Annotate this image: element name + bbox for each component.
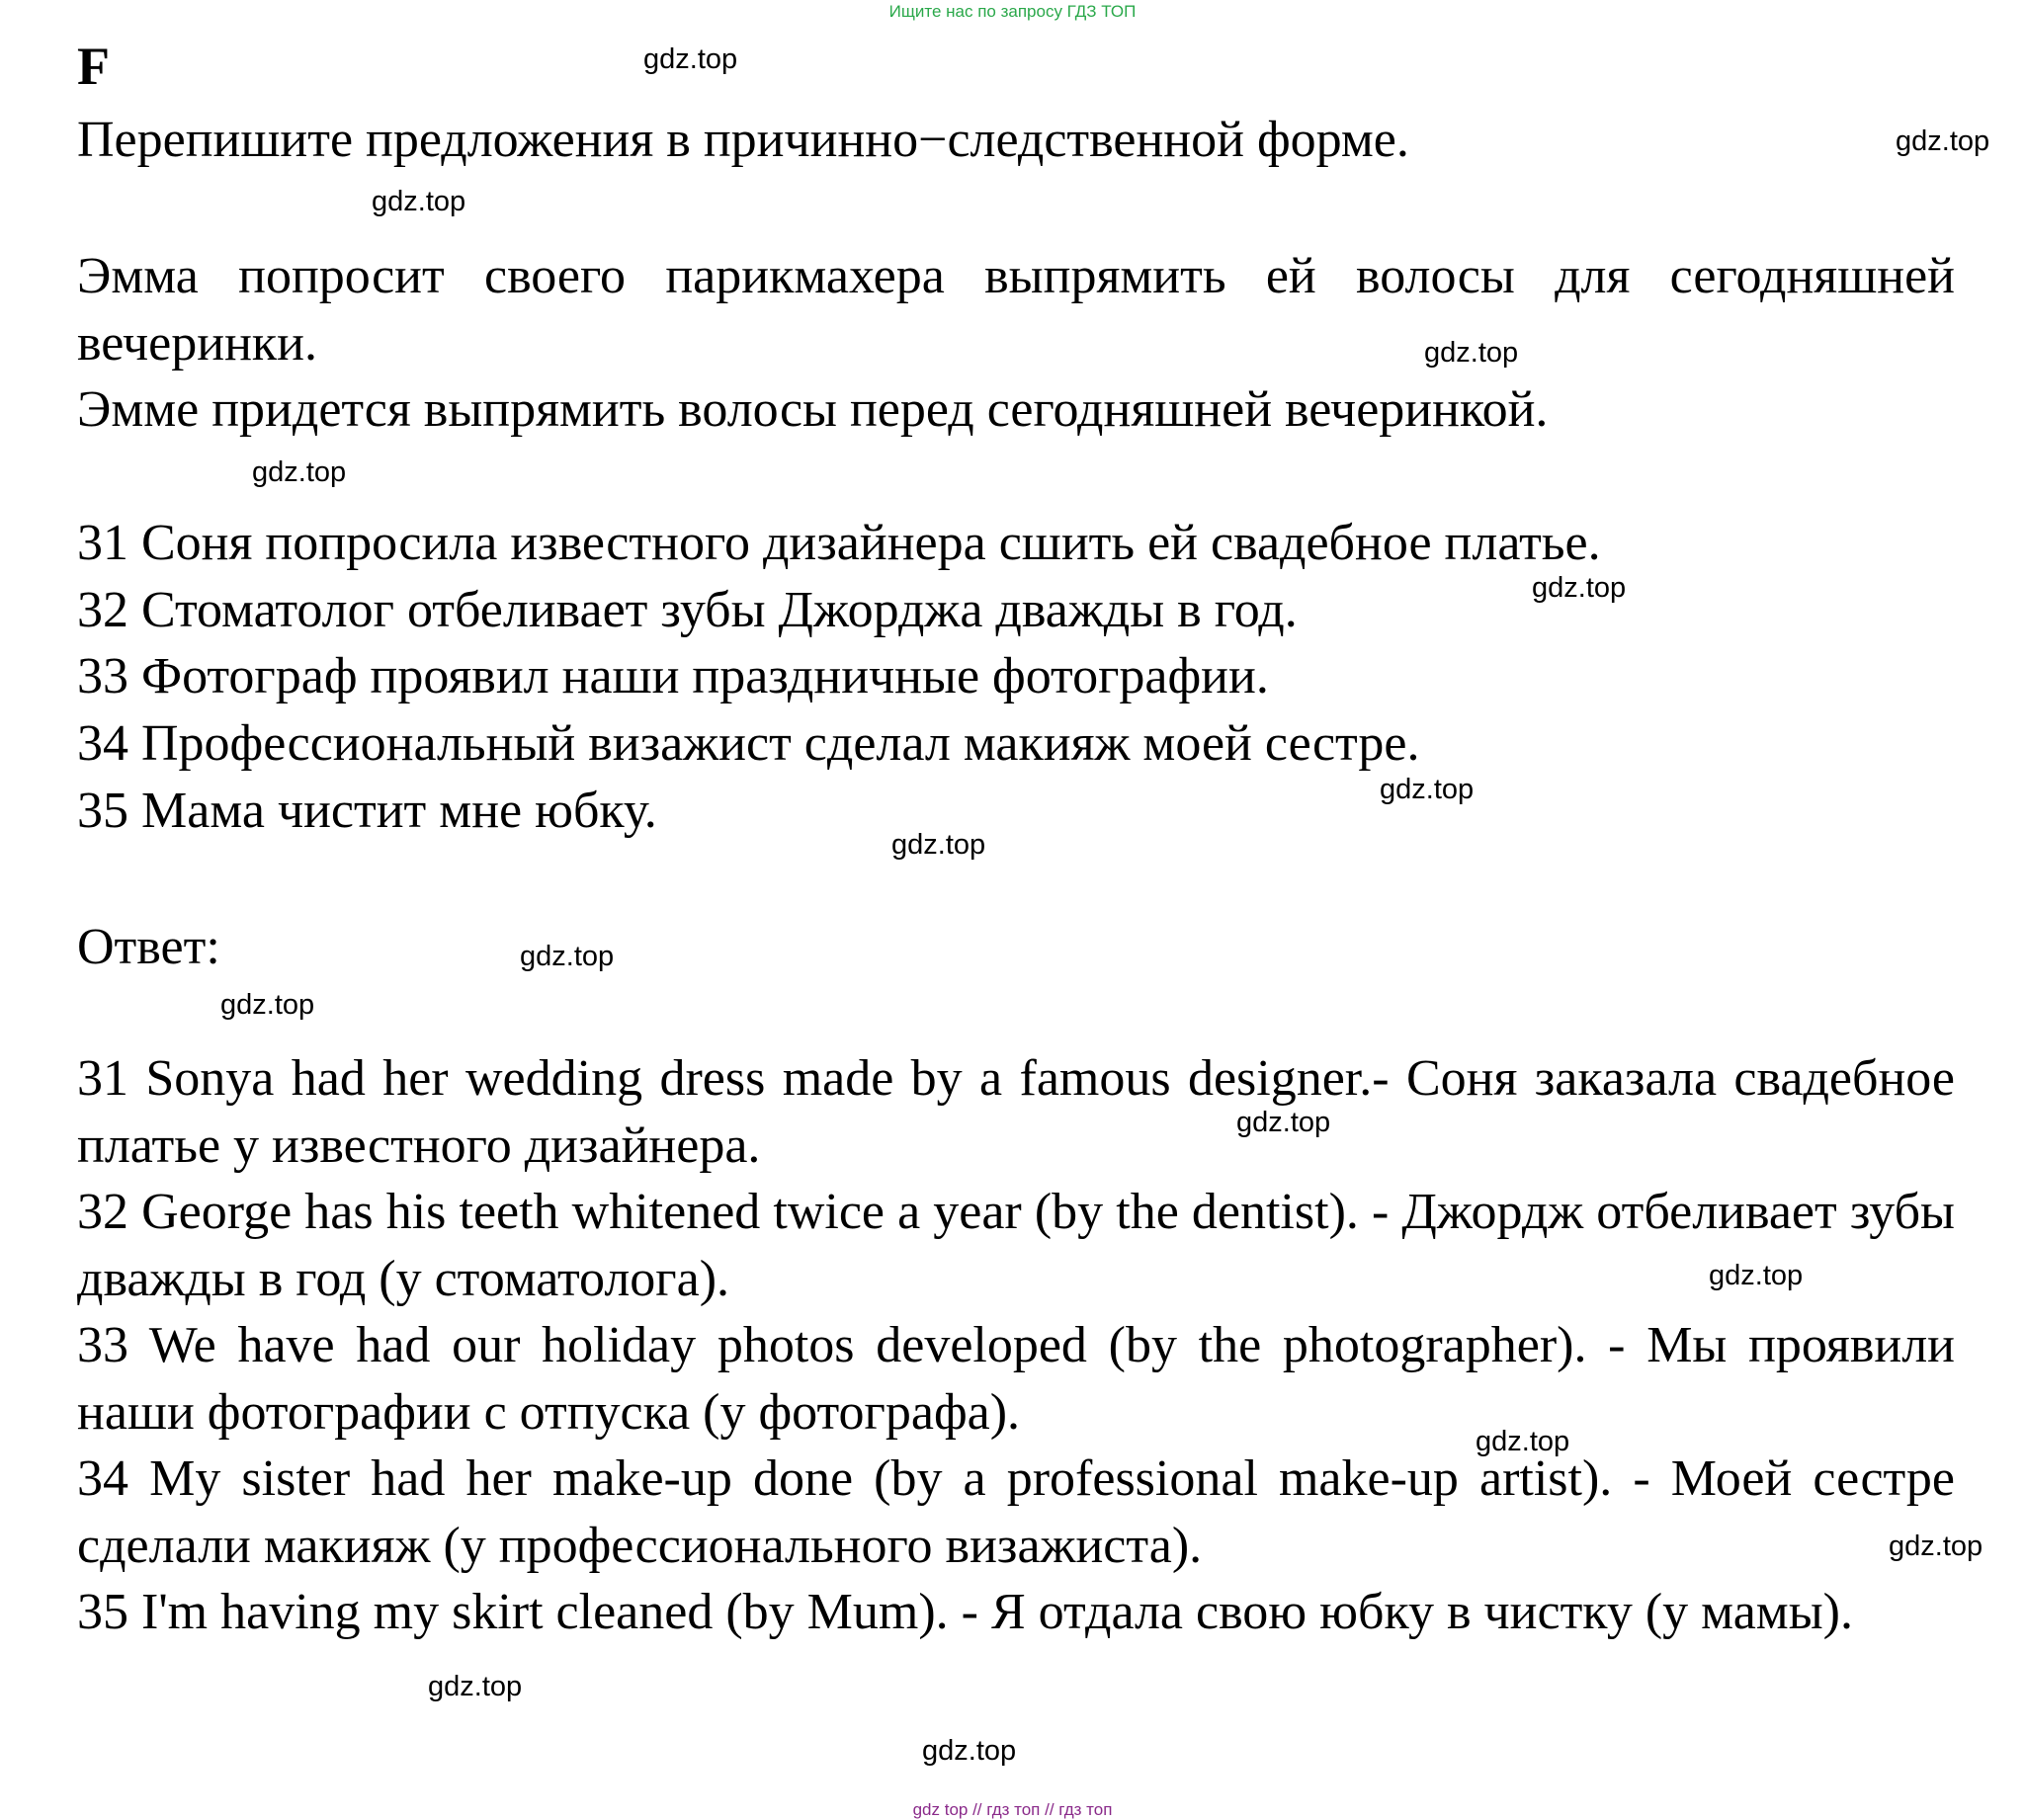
bottom-links[interactable]: gdz top // гдз топ // гдз топ: [912, 1800, 1113, 1819]
task-item: 32 Стоматолог отбеливает зубы Джорджа дважды в год.: [77, 582, 1298, 638]
answer-item: 33 We have had our holiday photos developed (by the photographer). - Мы проявили наши фотографии с отпуска (у фотографа).: [77, 1317, 1955, 1441]
watermark: gdz.top: [922, 1735, 1017, 1767]
watermark: gdz.top: [1236, 1107, 1331, 1138]
watermark: gdz.top: [643, 43, 738, 75]
answer-item: 35 I'm having my skirt cleaned (by Mum). - Я отдала свою юбку в чистку (у мамы).: [77, 1584, 1853, 1640]
watermark: gdz.top: [1896, 125, 1990, 157]
answer-item: 32 George has his teeth whitened twice a year (by the dentist). - Джордж отбеливает зубы дважды в год (у стоматолога).: [77, 1184, 1955, 1307]
watermark: gdz.top: [520, 941, 615, 972]
task-item: 33 Фотограф проявил наши праздничные фотографии.: [77, 648, 1269, 704]
answer-label: Ответ:: [77, 919, 220, 975]
answer-item: 31 Sonya had her wedding dress made by a famous designer.- Соня заказала свадебное платье у известного дизайнера.: [77, 1050, 1955, 1174]
example-source: Эмма попросит своего парикмахера выпрямить ей волосы для сегодняшней вечеринки.: [77, 248, 1955, 372]
task-item: 34 Профессиональный визажист сделал макияж моей сестре.: [77, 715, 1420, 772]
instruction: Перепишите предложения в причинно−следственной форме.: [77, 112, 1409, 168]
section-letter: F: [77, 37, 110, 96]
watermark: gdz.top: [1532, 572, 1627, 604]
watermark: gdz.top: [1476, 1426, 1570, 1457]
watermark: gdz.top: [1709, 1260, 1804, 1291]
watermark: gdz.top: [891, 829, 986, 861]
watermark: gdz.top: [252, 456, 347, 488]
watermark: gdz.top: [1889, 1530, 1983, 1562]
watermark: gdz.top: [428, 1671, 523, 1702]
watermark: gdz.top: [1424, 337, 1519, 369]
watermark: gdz.top: [220, 989, 315, 1021]
task-item: 31 Соня попросила известного дизайнера сшить ей свадебное платье.: [77, 515, 1601, 571]
answer-item: 34 My sister had her make-up done (by a professional make-up artist). - Моей сестре сделали макияж (у профессионального визажиста).: [77, 1450, 1955, 1574]
top-banner[interactable]: Ищите нас по запросу ГДЗ ТОП: [888, 2, 1137, 21]
watermark: gdz.top: [1380, 774, 1475, 805]
task-item: 35 Мама чистит мне юбку.: [77, 783, 657, 839]
watermark: gdz.top: [372, 186, 466, 217]
example-result: Эмме придется выпрямить волосы перед сегодняшней вечеринкой.: [77, 381, 1549, 438]
